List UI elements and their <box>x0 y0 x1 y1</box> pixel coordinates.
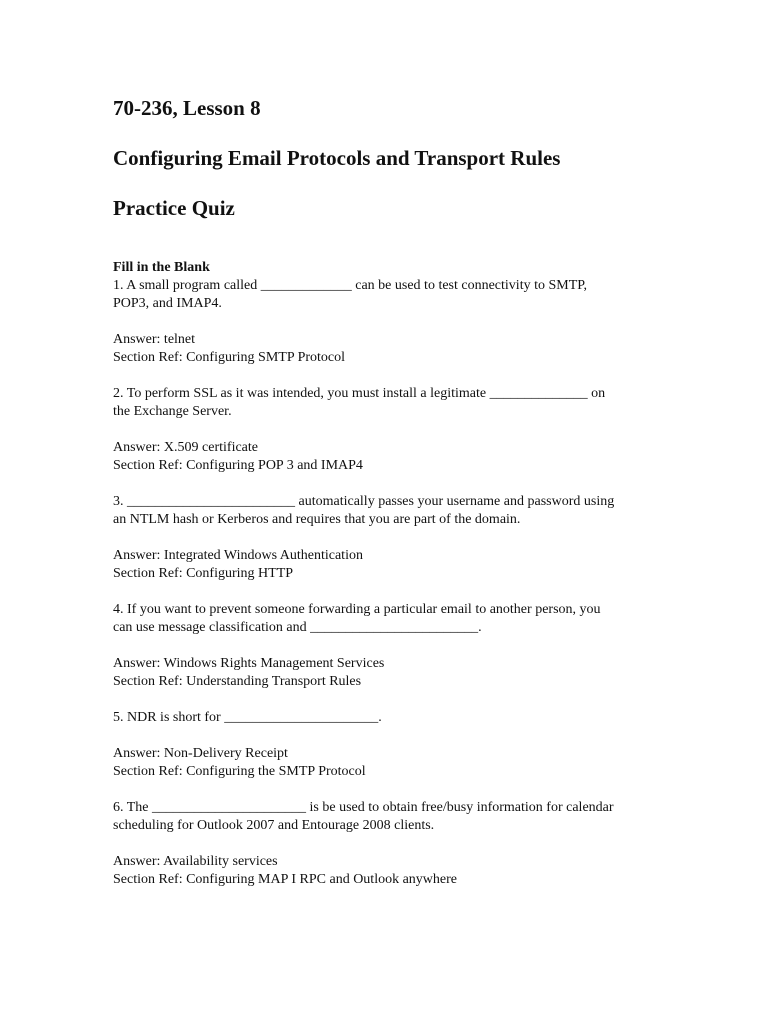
question-5 <box>113 709 673 727</box>
question-text-line: 5. NDR is short for ______________________. <box>113 710 382 725</box>
question-text-line: 2. To perform SSL as it was intended, you must install a legitimate ______________ on <box>113 386 606 401</box>
question-4 <box>113 601 673 637</box>
answer-text: Answer: Availability services <box>113 854 278 869</box>
question-2 <box>113 385 673 421</box>
document-page <box>113 95 673 907</box>
section-ref: Section Ref: Configuring the SMTP Protocol <box>113 764 366 779</box>
answer-4 <box>113 655 673 691</box>
section-ref: Section Ref: Configuring HTTP <box>113 566 294 581</box>
section-ref: Section Ref: Configuring POP 3 and IMAP4 <box>113 458 363 473</box>
answer-text: Answer: X.509 certificate <box>113 440 258 455</box>
question-text-line: an NTLM hash or Kerberos and requires that you are part of the domain. <box>113 512 521 527</box>
question-text-line: POP3, and IMAP4. <box>113 296 222 311</box>
answer-2 <box>113 439 673 475</box>
answer-text: Answer: Windows Rights Management Services <box>113 656 385 671</box>
answer-6 <box>113 853 673 889</box>
question-text-line: the Exchange Server. <box>113 404 232 419</box>
answer-5 <box>113 745 673 781</box>
question-text-line: scheduling for Outlook 2007 and Entourage 2008 clients. <box>113 818 435 833</box>
answer-1 <box>113 331 673 367</box>
section-ref: Section Ref: Understanding Transport Rules <box>113 674 362 689</box>
question-3 <box>113 493 673 529</box>
answer-3 <box>113 547 673 583</box>
question-6 <box>113 799 673 835</box>
section-ref: Section Ref: Configuring MAP I RPC and Outlook anywhere <box>113 872 458 887</box>
answer-text: Answer: Integrated Windows Authentication <box>113 548 363 563</box>
question-text-line: can use message classification and ________________________. <box>113 620 482 635</box>
document-subtitle: Practice Quiz <box>113 196 235 220</box>
document-title: Configuring Email Protocols and Transport Rules <box>113 146 561 170</box>
question-text-line: 4. If you want to prevent someone forwarding a particular email to another person, you <box>113 602 601 617</box>
question-1 <box>113 277 673 313</box>
answer-text: Answer: telnet <box>113 332 196 347</box>
answer-text: Answer: Non-Delivery Receipt <box>113 746 288 761</box>
question-text-line: 1. A small program called _____________ can be used to test connectivity to SMTP, <box>113 278 587 293</box>
section-title: Fill in the Blank <box>113 260 210 275</box>
question-text-line: 6. The ______________________ is be used to obtain free/busy information for calendar <box>113 800 614 815</box>
question-text-line: 3. ________________________ automatically passes your username and password using <box>113 494 615 509</box>
section-ref: Section Ref: Configuring SMTP Protocol <box>113 350 346 365</box>
course-heading: 70-236, Lesson 8 <box>113 96 261 120</box>
